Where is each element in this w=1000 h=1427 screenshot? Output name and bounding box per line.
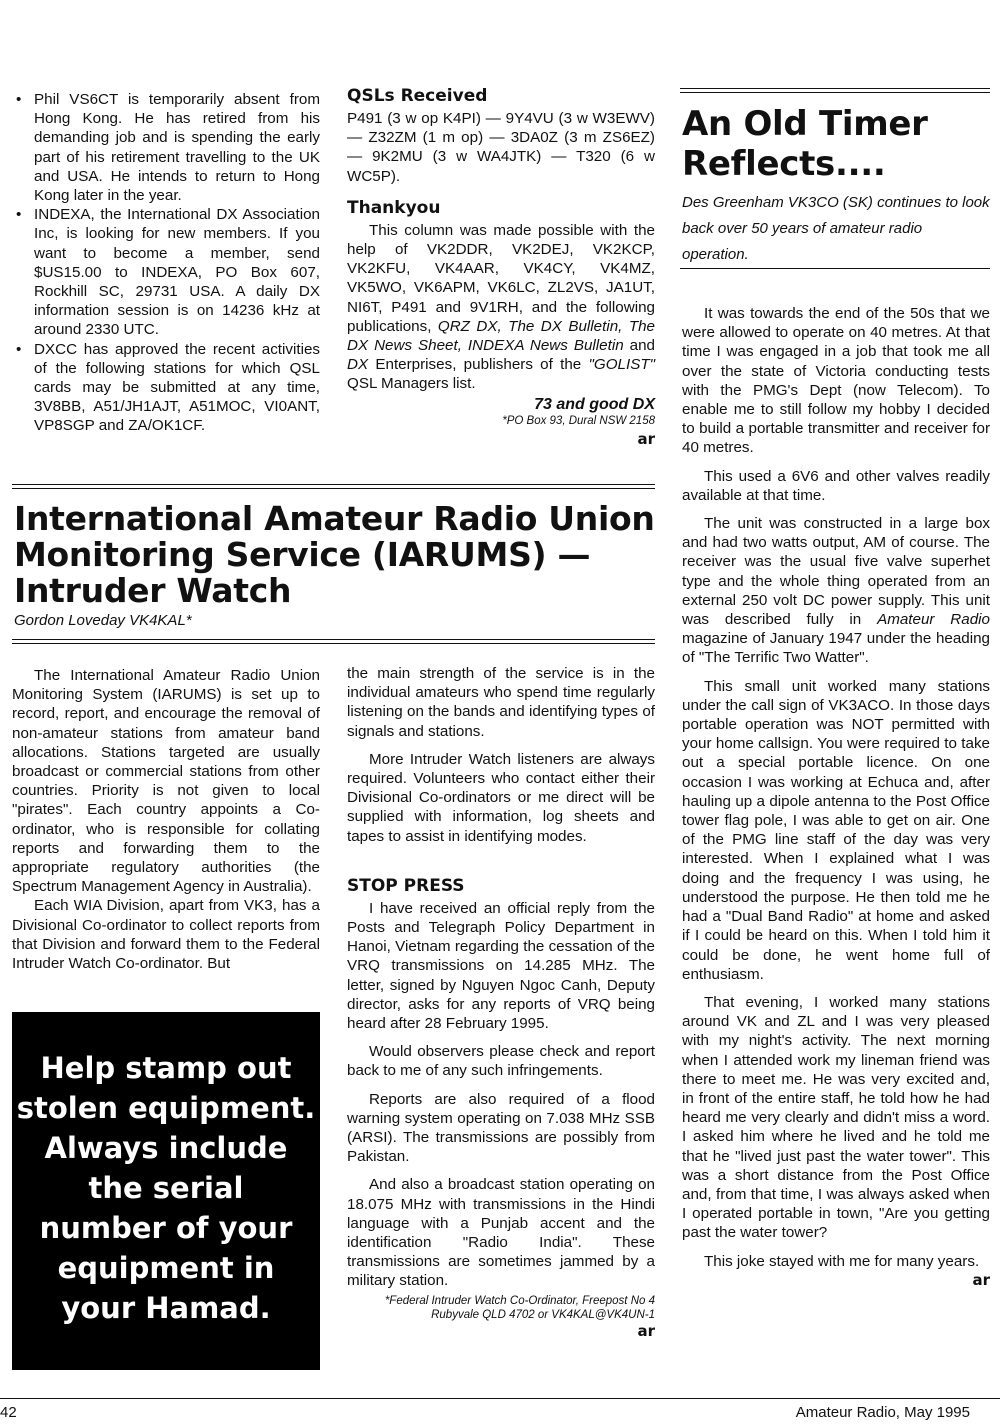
list-item: • INDEXA, the International DX Association Inc, is looking for new members. If you want to become a member, send $US15.00 to INDEXA, PO Box 607, Rockhill SC, 29731 USA. A daily DX information session is on 14236 kHz at around 2330 UTC. [16,206,320,339]
paragraph: the main strength of the service is in the individual amateurs who spend time regularly listening on the bands and identifying types of signals and stations. [347,665,655,740]
paragraph: That evening, I worked many stations around VK and ZL and I was very pleased with my night's activity. The next morning when I attended work my lineman friend was there to meet me. He was very excited and, in front of the entire staff, he told how he had heard me very clearly and didn't miss a word. I asked him where he lived and he told me that he "lived just past the water tower". This was a short distance from the Post Office and, from that time, I was always asked when I operated portable in town, "Are you getting past the water tower? [682,993,990,1242]
iarums-column-1 [12,666,320,973]
footer-rule [0,1398,1000,1399]
old-timer-body [682,304,990,1289]
paragraph: This used a 6V6 and other valves readily available at that time. [682,467,990,504]
standfirst: Des Greenham VK3CO (SK) continues to look back over 50 years of amateur radio operation. [682,194,990,263]
paragraph: Each WIA Division, apart from VK3, has a Divisional Co-ordinator to collect reports from that Division and forward them to the Federal Intruder Watch Co-ordinator. But [12,897,320,973]
qsl-column [347,86,655,448]
old-timer-article [682,104,990,268]
bullet-list [12,90,320,436]
byline-rule [12,639,655,644]
paragraph: It was towards the end of the 50s that we were allowed to operate on 40 metres. At that time I was engaged in a job that took me all over the state of Victoria conducting tests with the PMG's Dept (now Telecom). To enable me to still follow my hobby I decided to build a portable transmitter and receiver for 40 metres. [682,305,990,457]
end-mark: ar [637,429,655,448]
thankyou-heading: Thankyou [347,197,441,218]
author-address: *PO Box 93, Dural NSW 2158 [502,414,655,427]
paragraph: More Intruder Watch listeners are always required. Volunteers who contact either their Divisional Co-ordinators or me direct will be supplied with information, log sheets and tapes to assist in identifying modes. [347,750,655,845]
publication-footer: Amateur Radio, May 1995 [795,1404,970,1421]
thankyou-body: This column was made possible with the help of VK2DDR, VK2DEJ, VK2KCP, VK2KFU, VK4AAR, VK4CY, VK4MZ, VK5WO, VK6APM, VK6LC, ZL2VS, JA1UT, NI6T, P491 and 9V1RH, and the following publications, QRZ DX, The DX Bulletin, The DX News Sheet, INDEXA News Bulletin and DX Enterprises, publishers of the "GOLIST" QSL Managers list. [347,221,655,393]
ad-line: Help stamp out [40,1051,292,1085]
iarums-header [14,501,659,629]
iarums-column-2 [347,664,655,1340]
paragraph: I have received an official reply from the Posts and Telegraph Policy Department in Hanoi, Vietnam regarding the cessation of the VRQ transmissions on 14.285 MHz. The letter, signed by Nguyen Ngoc Canh, Deputy director, asks for any reports of VRQ being heard after 28 February 1995. [347,899,655,1033]
footnote: *Federal Intruder Watch Co-Ordinator, Freepost No 4 [384,1294,655,1307]
page-number: 42 [0,1404,17,1421]
bullet-column [12,90,320,436]
ad-line: your Hamad. [61,1291,271,1325]
ad-line: equipment in [57,1251,275,1285]
ad-line: number of your [39,1211,293,1245]
top-rule-right [680,88,990,93]
section-rule [12,484,655,489]
qsls-body: P491 (3 w op K4PI) — 9Y4VU (3 w W3EWV) — Z32ZM (1 m op) — 3DA0Z (3 m ZS6EZ) — 9K2MU (3 w WA4JTK) — T320 (6 w WC5P). [347,110,655,185]
qsls-heading: QSLs Received [347,86,488,106]
end-mark: ar [972,1270,990,1289]
paragraph: The International Amateur Radio Union Monitoring System (IARUMS) is set up to record, report, and encourage the removal of non-amateur stations from amateur band allocations. Stations targeted are usually broadcast or commercial stations from other countries. Priority is not given to local "pirates". Each country appoints a Co-ordinator, who is responsible for collating reports and forwarding them to the appropriate regulatory authorities (the Spectrum Management Agency in Australia). [12,667,320,896]
ad-line: stolen equipment. [16,1091,316,1125]
paragraph: Reports are also required of a flood warning system operating on 7.038 MHz SSB (ARSI). The transmissions are possibly from Pakistan. [347,1090,655,1166]
standfirst-rule [680,268,990,269]
list-item: • Phil VS6CT is temporarily absent from Hong Kong. He has retired from his demanding job and is spending the early part of his retirement travelling to the UK and USA. He intends to return to Hong Kong later in the year. [16,91,320,205]
list-item: • DXCC has approved the recent activities of the following stations for which QSL cards may be submitted at any time, 3V8BB, A51/JH1AJT, A51MOC, VI0ANT, VP8SGP and ZA/OK1CF. [16,340,320,435]
signoff: 73 and good DX [534,395,655,413]
paragraph: And also a broadcast station operating on 18.075 MHz with transmissions in the Hindi language with a Punjab accent and the identification "Radio India". These transmissions are sometimes jammed by a military station. [347,1176,655,1290]
ad-line: Always include [44,1131,288,1165]
footnote: Rubyvale QLD 4702 or VK4KAL@VK4UN-1 [431,1308,655,1321]
end-mark: ar [637,1321,655,1340]
stop-press-heading: STOP PRESS [347,875,465,896]
article-title-line-1: An Old Timer [682,104,928,144]
article-title-line-2: Reflects.... [682,144,886,184]
ad-line: the serial [88,1171,244,1205]
paragraph: This joke stayed with me for many years. [704,1252,980,1270]
advertisement-box [12,1012,320,1370]
paragraph: This small unit worked many stations under the call sign of VK3ACO. In those days portable operation was NOT permitted with your home callsign. You were required to take out a special portable licence. On one occasion I was working at Echuca and, after hauling up a dipole antenna to the Post Office tower flag pole, I was able to get on air. One of the PMG line staff of the day was very interested. When I explained what I was doing and the frequency I was using, he understood the purpose. He then told me he had a "Dual Band Radio" at home and asked if I could be heard on this. When I told him it could be done, he went home full of enthusiasm. [682,677,990,983]
paragraph: The unit was constructed in a large box and had two watts output, AM of course. The receiver was the usual five valve superhet type and the whole thing operated from an external 250 volt DC power supply. This unit was described fully in Amateur Radio magazine of January 1947 under the heading of "The Terrific Two Watter". [682,515,990,667]
paragraph: Would observers please check and report back to me of any such infringements. [347,1043,655,1080]
byline: Gordon Loveday VK4KAL* [14,612,192,629]
article-title: International Amateur Radio Union Monitoring Service (IARUMS) — Intruder Watch [14,499,655,610]
